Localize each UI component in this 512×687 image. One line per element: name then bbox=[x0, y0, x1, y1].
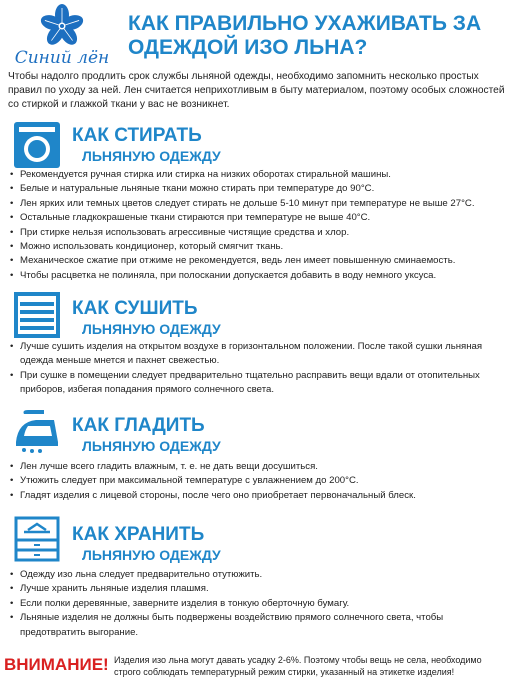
logo bbox=[6, 4, 118, 68]
section-subtitle: ЛЬНЯНУЮ ОДЕЖДУ bbox=[82, 148, 221, 164]
section-title: КАК СТИРАТЬ bbox=[72, 125, 202, 146]
drying-rack-icon bbox=[14, 292, 60, 338]
section-subtitle: ЛЬНЯНУЮ ОДЕЖДУ bbox=[82, 547, 221, 563]
page-title: КАК ПРАВИЛЬНО УХАЖИВАТЬ ЗА ОДЕЖДОЙ ИЗО ЛЬНА? bbox=[128, 12, 482, 59]
list-item: • Утюжить следует при максимальной температуре с увлажнением до 200°С. bbox=[8, 474, 508, 488]
section-title: КАК ГЛАДИТЬ bbox=[72, 415, 205, 436]
washing-machine-icon bbox=[14, 122, 60, 168]
list-item: • Механическое сжатие при отжиме не рекомендуется, ведь лен имеет повышенную сминаемость. bbox=[8, 254, 508, 268]
intro-text: Чтобы надолго продлить срок службы льняной одежды, необходимо запомнить несколько простых правил по уходу за ней. Лен считается неприхотливым в быту материалом, поэтому особых сложностей со стиркой и глажкой ткани у вас не возникнет. bbox=[8, 71, 505, 110]
storing-list bbox=[8, 568, 508, 640]
list-item: • Рекомендуется ручная стирка или стирка на низких оборотах стиральной машины. bbox=[8, 168, 508, 182]
flax-flower-icon bbox=[6, 4, 118, 50]
section-title: КАК ХРАНИТЬ bbox=[72, 524, 205, 545]
logo-text: Синий лён bbox=[14, 48, 110, 68]
list-item: • При сушке в помещении следует предварительно тщательно расправить вещи вдали от отопительных приборов, избегая попадания прямого солнечного света. bbox=[8, 369, 508, 398]
list-item: • Лучше сушить изделия на открытом воздухе в горизонтальном положении. После такой сушки льняная одежда меньше мнется и пахнет свежестью. bbox=[8, 340, 508, 369]
list-item: • Можно использовать кондиционер, который смягчит ткань. bbox=[8, 240, 508, 254]
wardrobe-icon bbox=[14, 516, 60, 562]
iron-icon bbox=[14, 408, 60, 454]
list-item: • Лен ярких или темных цветов следует стирать не дольше 5-10 минут при температуре не выше 27°С. bbox=[8, 197, 508, 211]
list-item: • Белые и натуральные льняные ткани можно стирать при температуре до 90°С. bbox=[8, 182, 508, 196]
list-item: • Чтобы расцветка не полиняла, при полоскании допускается добавить в воду немного уксуса. bbox=[8, 269, 508, 283]
list-item: • Гладят изделия с лицевой стороны, после чего оно приобретает первоначальный блеск. bbox=[8, 489, 508, 503]
washing-list bbox=[8, 168, 508, 283]
section-subtitle: ЛЬНЯНУЮ ОДЕЖДУ bbox=[82, 438, 221, 454]
list-item: • Остальные гладкокрашеные ткани стираются при температуре не выше 40°С. bbox=[8, 211, 508, 225]
section-subtitle: ЛЬНЯНУЮ ОДЕЖДУ bbox=[82, 321, 221, 337]
list-item: • При стирке нельзя использовать агрессивные чистящие средства и хлор. bbox=[8, 226, 508, 240]
ironing-list bbox=[8, 460, 508, 503]
list-item: • Лен лучше всего гладить влажным, т. е. не дать вещи досушиться. bbox=[8, 460, 508, 474]
list-item: • Одежду изо льна следует предварительно отутюжить. bbox=[8, 568, 508, 582]
drying-list bbox=[8, 340, 508, 398]
list-item: • Льняные изделия не должны быть подвержены воздействию прямого солнечного света, чтобы предотвратить выгорание. bbox=[8, 611, 508, 640]
list-item: • Если полки деревянные, заверните изделия в тонкую оберточную бумагу. bbox=[8, 597, 508, 611]
section-title: КАК СУШИТЬ bbox=[72, 298, 198, 319]
warning-label: ВНИМАНИЕ! bbox=[4, 655, 109, 674]
warning-text: Изделия изо льна могут давать усадку 2-6%. Поэтому чтобы вещь не села, необходимо строго соблюдать температурный режим стирки, указанный на этикетке изделия! bbox=[114, 655, 482, 677]
header bbox=[0, 0, 512, 72]
list-item: • Лучше хранить льняные изделия плашмя. bbox=[8, 582, 508, 596]
